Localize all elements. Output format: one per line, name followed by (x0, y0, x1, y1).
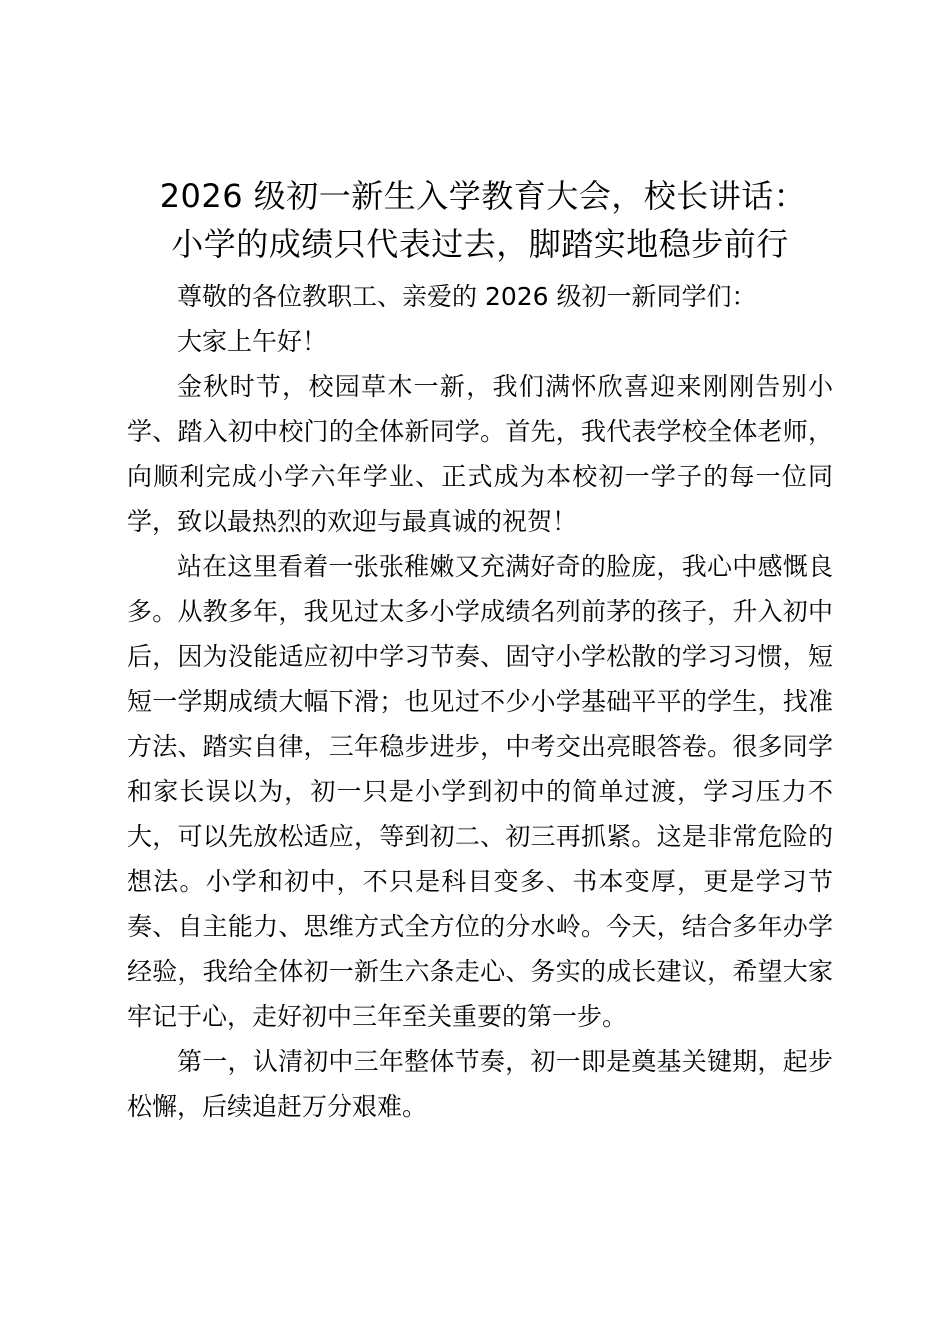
document-body (127, 274, 833, 1129)
reflection-paragraph: 站在这里看着一张张稚嫩又充满好奇的脸庞，我心中感慨良多。从教多年，我见过太多小学成绩名列前茅的孩子，升入初中后，因为没能适应初中学习节奏、固守小学松散的学习习惯，短短一学期成绩大幅下滑；也见过不少小学基础平平的学生，找准方法、踏实自律，三年稳步进步，中考交出亮眼答卷。很多同学和家长误以为，初一只是小学到初中的简单过渡，学习压力不大，可以先放松适应，等到初二、初三再抓紧。这是非常危险的想法。小学和初中，不只是科目变多、书本变厚，更是学习节奏、自主能力、思维方式全方位的分水岭。今天，结合多年办学经验，我给全体初一新生六条走心、务实的成长建议，希望大家牢记于心，走好初中三年至关重要的第一步。 (127, 552, 833, 1031)
document-page (127, 172, 833, 1129)
salutation-paragraph: 尊敬的各位教职工、亲爱的 2026 级初一新同学们： (177, 282, 757, 311)
greeting-paragraph: 大家上午好！ (177, 327, 328, 356)
title-line-1: 2026 级初一新生入学教育大会，校长讲话： (159, 177, 807, 215)
first-advice-paragraph: 第一，认清初中三年整体节奏，初一即是奠基关键期，起步松懈，后续追赶万分艰难。 (127, 1047, 833, 1121)
document-title (127, 172, 833, 268)
welcome-paragraph: 金秋时节，校园草木一新，我们满怀欣喜迎来刚刚告别小学、踏入初中校门的全体新同学。首先，我代表学校全体老师，向顺利完成小学六年学业、正式成为本校初一学子的每一位同学，致以最热烈的欢迎与最真诚的祝贺！ (127, 372, 833, 536)
title-line-2: 小学的成绩只代表过去，脚踏实地稳步前行 (171, 225, 789, 263)
